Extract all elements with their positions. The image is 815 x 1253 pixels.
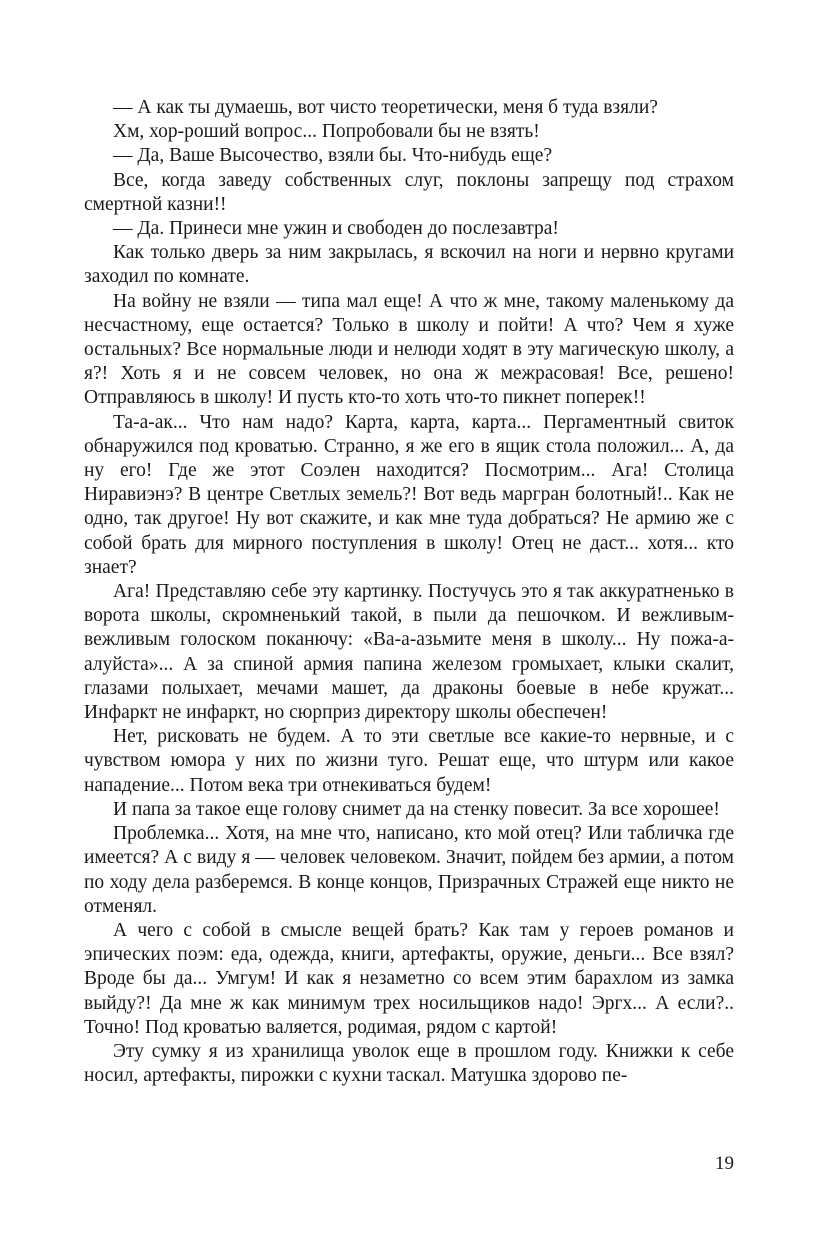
page-body xyxy=(84,96,734,1088)
paragraph: Хм, хор-роший вопрос... Попробовали бы не взять! xyxy=(113,121,540,143)
paragraph: А чего с собой в смысле вещей брать? Как там у героев романов и эпических поэм: еда, одежда, книги, артефакты, оружие, деньги... Все взял? Вроде бы да... Умгум! И как я незаметно со всем этим барахлом из замка выйду?! Да мне ж как минимум трех носильщиков надо! Эргх... А если?.. Точно! Под кроватью валяется, родимая, рядом с картой! xyxy=(84,919,734,1038)
paragraph: — Да. Принеси мне ужин и свободен до послезавтра! xyxy=(113,218,559,240)
paragraph: Эту сумку я из хранилища уволок еще в прошлом году. Книжки к себе носил, артефакты, пирожки с кухни таскал. Матушка здорово пе- xyxy=(84,1040,734,1087)
paragraph: — Да, Ваше Высочество, взяли бы. Что-нибудь еще? xyxy=(113,145,553,167)
paragraph: Проблемка... Хотя, на мне что, написано, кто мой отец? Или табличка где имеется? А с виду я — человек человеком. Значит, пойдем без армии, а потом по ходу дела разберемся. В конце концов, Призрачных Стражей еще никто не отменял. xyxy=(84,823,734,917)
paragraph: Ага! Представляю себе эту картинку. Постучусь это я так аккуратненько в ворота школы, скромненький такой, в пыли да пешочком. И вежливым-вежливым голоском поканючу: «Ва-а-азьмите меня в школу... Ну пожа-а-алуйста»... А за спиной армия папина железом громыхает, клыки скалит, глазами полыхает, мечами машет, да драконы боевые в небе кружат... Инфаркт не инфаркт, но сюрприз директору школы обеспечен! xyxy=(84,581,734,724)
paragraph: Все, когда заведу собственных слуг, поклоны запрещу под страхом смертной казни!! xyxy=(84,169,734,215)
paragraph: На войну не взяли — типа мал еще! А что ж мне, такому маленькому да несчастному, еще остается? Только в школу и пойти! А что? Чем я хуже остальных? Все нормальные люди и нелюди ходят в эту магическую школу, а я?! Хоть я и не совсем человек, но она ж межрасовая! Все, решено! Отправляюсь в школу! И пусть кто-то хоть что-то пикнет поперек!! xyxy=(84,290,734,409)
paragraph: И папа за такое еще голову снимет да на стенку повесит. За все хорошее! xyxy=(113,798,720,820)
paragraph: Та-а-ак... Что нам надо? Карта, карта, карта... Пергаментный свиток обнаружился под кроватью. Странно, я же его в ящик стола положил... А, да ну его! Где же этот Соэлен находится? Посмотрим... Ага! Столица Ниравиэнэ? В центре Светлых земель?! Вот ведь маргран болотный!.. Как не одно, так другое! Ну вот скажите, и как мне туда добраться? Не армию же с собой брать для мирного поступления в школу! Отец не даст... хотя... кто знает? xyxy=(84,411,734,578)
paragraph: Как только дверь за ним закрылась, я вскочил на ноги и нервно кругами заходил по комнате. xyxy=(84,242,734,288)
page-number: 19 xyxy=(715,1153,734,1174)
paragraph: Нет, рисковать не будем. А то эти светлые все какие-то нервные, и с чувством юмора у них по жизни туго. Решат еще, что штурм или какое нападение... Потом века три отнекиваться будем! xyxy=(84,726,734,796)
paragraph: — А как ты думаешь, вот чисто теоретически, меня б туда взяли? xyxy=(113,97,658,118)
